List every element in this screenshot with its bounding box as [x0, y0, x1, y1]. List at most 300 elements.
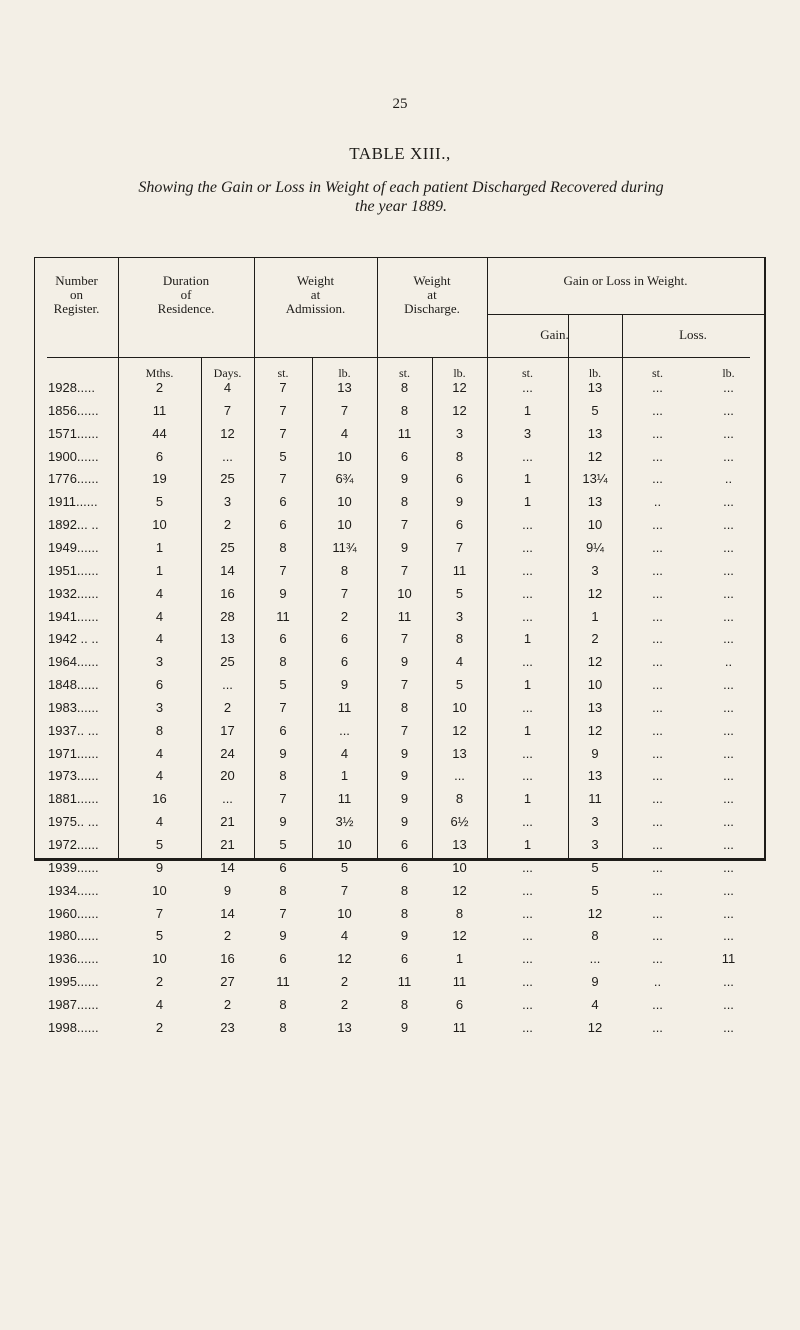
cell-loss-lb: ... — [723, 585, 734, 601]
cell-discharge-lb: 8 — [455, 631, 464, 647]
cell-discharge-st: 9 — [400, 768, 409, 784]
cell-loss-st: ... — [652, 791, 663, 807]
cell-discharge-lb: 5 — [455, 677, 464, 693]
cell-months: 8 — [155, 722, 164, 738]
cell-days: 21 — [220, 837, 235, 852]
cell-days: 4 — [223, 380, 232, 395]
cell-months: 5 — [155, 928, 164, 944]
unit-admission-st: st. — [277, 366, 289, 380]
register-number: 1949...... — [48, 539, 99, 555]
cell-months: 1 — [155, 562, 164, 578]
cell-gain-lb: 9 — [591, 974, 599, 990]
caption-line-1: Showing the Gain or Loss in Weight of each patient Discharged Recovered during — [138, 179, 664, 196]
register-number: 1980...... — [48, 928, 99, 944]
register-number: 1960...... — [48, 905, 99, 921]
cell-discharge-lb: 8 — [455, 905, 464, 921]
cell-admission-lb: 8 — [340, 562, 349, 578]
table-title: TABLE XIII., — [349, 144, 451, 163]
cell-loss-lb: ... — [723, 608, 734, 624]
cell-discharge-lb: 13 — [452, 837, 467, 852]
register-number: 1932...... — [48, 585, 99, 601]
cell-gain-st: ... — [522, 928, 533, 944]
page-number: 25 — [392, 96, 408, 112]
register-number: 1995...... — [48, 974, 99, 990]
cell-discharge-lb: 3 — [455, 425, 464, 441]
cell-admission-lb: 6¾ — [335, 471, 354, 487]
register-number: 1941...... — [48, 608, 99, 624]
cell-days: 7 — [223, 402, 232, 418]
header-rule — [488, 314, 764, 315]
register-number: 1934...... — [48, 882, 99, 898]
cell-gain-st: ... — [522, 1019, 533, 1035]
cell-loss-st: ... — [652, 585, 663, 601]
cell-loss-st: ... — [652, 425, 663, 441]
cell-discharge-lb: 12 — [452, 722, 467, 738]
cell-loss-st: ... — [652, 517, 663, 533]
cell-discharge-st: 8 — [400, 996, 409, 1012]
cell-discharge-st: 7 — [400, 722, 409, 738]
cell-gain-st: 1 — [523, 494, 532, 510]
cell-loss-st: ... — [652, 928, 663, 944]
table-caption — [26, 178, 776, 216]
cell-discharge-lb: 12 — [452, 882, 467, 898]
cell-days: 27 — [220, 974, 235, 990]
cell-gain-st: 1 — [523, 722, 532, 738]
cell-gain-lb: 5 — [591, 859, 599, 875]
cell-gain-lb: 13 — [587, 768, 603, 784]
cell-gain-st: 1 — [523, 837, 532, 852]
cell-discharge-lb: 11 — [452, 1019, 467, 1035]
cell-discharge-lb: 6 — [455, 996, 464, 1012]
cell-months: 3 — [155, 654, 164, 670]
cell-gain-st: 1 — [523, 471, 532, 487]
cell-discharge-st: 9 — [400, 791, 409, 807]
cell-loss-lb: ... — [723, 974, 734, 990]
cell-gain-lb: 9 — [591, 745, 599, 761]
cell-gain-lb: 3 — [591, 837, 599, 852]
cell-admission-st: 8 — [279, 768, 287, 784]
cell-discharge-st: 8 — [400, 494, 409, 510]
cell-loss-st: ... — [652, 471, 663, 487]
cell-admission-lb: 6 — [340, 654, 349, 670]
cell-gain-lb: 12 — [587, 722, 603, 738]
register-number: 1856...... — [48, 402, 99, 418]
cell-discharge-lb: 4 — [455, 654, 464, 670]
cell-admission-lb: 7 — [340, 585, 349, 601]
cell-admission-st: 11 — [276, 608, 290, 624]
cell-gain-lb: 10 — [587, 517, 603, 533]
cell-loss-st: .. — [653, 974, 662, 990]
header-gain-loss: Gain or Loss in Weight. — [563, 273, 688, 288]
cell-months: 2 — [155, 380, 164, 395]
cell-admission-st: 6 — [279, 631, 287, 647]
cell-loss-st: ... — [652, 768, 663, 784]
cell-days: 25 — [220, 654, 235, 670]
cell-discharge-st: 8 — [400, 380, 409, 395]
cell-gain-st: 1 — [523, 677, 532, 693]
unit-gain-st: st. — [521, 366, 533, 380]
register-number: 1951...... — [48, 562, 99, 578]
cell-gain-st: 1 — [523, 631, 532, 647]
cell-gain-lb: 11 — [588, 791, 602, 807]
cell-gain-lb: 13 — [587, 494, 603, 510]
cell-admission-st: 8 — [279, 1019, 287, 1035]
cell-days: 3 — [223, 494, 232, 510]
cell-loss-lb: ... — [723, 448, 734, 464]
register-number: 1937.. ... — [48, 722, 99, 738]
cell-admission-st: 9 — [279, 928, 287, 944]
cell-loss-st: ... — [652, 402, 663, 418]
register-number: 1776...... — [48, 471, 99, 487]
cell-admission-lb: 10 — [337, 905, 352, 921]
cell-gain-lb: 4 — [591, 996, 599, 1012]
cell-gain-lb: 1 — [591, 608, 599, 624]
cell-loss-st: ... — [652, 951, 663, 967]
cell-days: ... — [222, 791, 233, 807]
cell-loss-st: ... — [652, 745, 663, 761]
cell-days: 2 — [223, 517, 232, 533]
cell-gain-lb: ... — [589, 951, 601, 967]
cell-admission-st: 7 — [279, 425, 287, 441]
cell-discharge-st: 10 — [397, 585, 412, 601]
cell-discharge-st: 8 — [400, 882, 409, 898]
cell-months: 2 — [155, 974, 164, 990]
register-number: 1942 .. .. — [48, 631, 99, 647]
unit-months: Mths. — [145, 366, 174, 380]
cell-days: 2 — [223, 928, 232, 944]
cell-discharge-st: 9 — [400, 539, 409, 555]
cell-days: ... — [222, 448, 233, 464]
cell-discharge-st: 6 — [400, 837, 409, 852]
cell-loss-lb: ... — [723, 722, 734, 738]
cell-discharge-st: 11 — [397, 425, 412, 441]
cell-gain-st: 1 — [523, 402, 532, 418]
unit-gain-lb: lb. — [588, 366, 602, 380]
cell-gain-st: ... — [522, 380, 533, 395]
register-number: 1900...... — [48, 448, 99, 464]
cell-gain-st: ... — [522, 699, 533, 715]
cell-discharge-lb: 8 — [455, 791, 464, 807]
register-number: 1972...... — [48, 837, 99, 852]
cell-gain-lb: 3 — [591, 814, 599, 830]
cell-discharge-st: 9 — [400, 745, 409, 761]
cell-admission-lb: 9 — [340, 677, 349, 693]
cell-discharge-lb: 9 — [455, 494, 464, 510]
cell-discharge-st: 11 — [397, 974, 412, 990]
cell-loss-lb: ... — [723, 402, 734, 418]
cell-admission-st: 6 — [279, 722, 287, 738]
cell-admission-lb: 10 — [337, 494, 352, 510]
cell-months: 4 — [155, 768, 164, 784]
cell-loss-st: ... — [652, 631, 663, 647]
cell-loss-lb: ... — [723, 768, 734, 784]
cell-days: 20 — [220, 768, 235, 784]
register-number: 1936...... — [48, 951, 99, 967]
cell-admission-lb: 11 — [337, 699, 352, 715]
cell-gain-st: ... — [522, 951, 533, 967]
cell-loss-st: ... — [652, 882, 663, 898]
cell-admission-lb: 12 — [337, 951, 352, 967]
cell-days: 21 — [220, 814, 235, 830]
cell-admission-lb: 3½ — [335, 814, 354, 830]
cell-months: 10 — [152, 517, 167, 533]
cell-discharge-st: 8 — [400, 905, 409, 921]
cell-discharge-lb: 12 — [452, 380, 467, 395]
cell-days: 17 — [220, 722, 235, 738]
cell-gain-st: ... — [522, 562, 533, 578]
cell-days: 24 — [220, 745, 235, 761]
cell-loss-lb: ... — [723, 996, 734, 1012]
register-number: 1975.. ... — [48, 814, 99, 830]
cell-gain-st: ... — [522, 974, 533, 990]
cell-months: 16 — [152, 791, 167, 807]
cell-discharge-st: 9 — [400, 814, 409, 830]
cell-gain-st: 1 — [523, 791, 532, 807]
cell-discharge-lb: 8 — [455, 448, 464, 464]
cell-gain-lb: 8 — [591, 928, 599, 944]
cell-gain-lb: 3 — [591, 562, 599, 578]
cell-admission-lb: ... — [339, 722, 350, 738]
cell-loss-st: ... — [652, 814, 663, 830]
cell-admission-st: 5 — [279, 448, 287, 464]
header-gain: Gain. — [540, 327, 569, 342]
cell-loss-lb: ... — [723, 882, 734, 898]
cell-months: 5 — [155, 837, 164, 852]
cell-admission-lb: 7 — [340, 402, 349, 418]
cell-discharge-st: 9 — [400, 1019, 409, 1035]
cell-admission-st: 11 — [276, 974, 290, 990]
cell-admission-lb: 11¾ — [332, 539, 357, 555]
cell-admission-st: 7 — [279, 402, 287, 418]
cell-gain-lb: 5 — [591, 882, 599, 898]
register-number: 1848...... — [48, 677, 99, 693]
cell-admission-lb: 13 — [337, 1019, 352, 1035]
cell-admission-lb: 10 — [337, 517, 352, 533]
cell-months: 6 — [155, 448, 164, 464]
cell-loss-lb: ... — [723, 859, 734, 875]
cell-gain-st: ... — [522, 768, 533, 784]
cell-gain-st: ... — [522, 608, 533, 624]
cell-months: 1 — [155, 539, 164, 555]
cell-gain-st: ... — [522, 745, 533, 761]
cell-months: 11 — [152, 402, 167, 418]
cell-admission-st: 5 — [279, 837, 287, 852]
cell-loss-lb: ... — [723, 905, 734, 921]
cell-months: 5 — [155, 494, 164, 510]
cell-discharge-st: 7 — [400, 517, 409, 533]
cell-admission-st: 9 — [279, 814, 287, 830]
cell-days: 14 — [220, 562, 235, 578]
weight-table — [34, 257, 766, 1035]
cell-days: 16 — [220, 951, 235, 967]
cell-admission-st: 7 — [279, 380, 287, 395]
cell-days: 2 — [223, 699, 232, 715]
cell-loss-st: ... — [652, 654, 663, 670]
cell-months: 3 — [155, 699, 164, 715]
cell-loss-lb: ... — [723, 494, 734, 510]
register-number: 1983...... — [48, 699, 99, 715]
cell-loss-lb: 11 — [721, 951, 736, 967]
cell-gain-st: ... — [522, 859, 533, 875]
cell-loss-st: ... — [652, 699, 663, 715]
register-number: 1998...... — [48, 1019, 99, 1035]
cell-loss-lb: ... — [723, 631, 734, 647]
cell-loss-lb: ... — [723, 539, 734, 555]
cell-admission-st: 7 — [279, 791, 287, 807]
cell-loss-lb: .. — [724, 471, 733, 487]
cell-gain-lb: 12 — [587, 585, 603, 601]
cell-admission-lb: 4 — [340, 425, 349, 441]
cell-discharge-lb: 7 — [455, 539, 464, 555]
cell-discharge-lb: ... — [454, 768, 465, 784]
cell-loss-st: ... — [652, 539, 663, 555]
cell-admission-lb: 11 — [337, 791, 352, 807]
cell-admission-lb: 6 — [340, 631, 349, 647]
unit-admission-lb: lb. — [338, 366, 351, 380]
cell-months: 4 — [155, 585, 164, 601]
header-rule — [47, 357, 750, 358]
cell-admission-st: 7 — [279, 905, 287, 921]
cell-loss-lb: ... — [723, 1019, 734, 1035]
cell-gain-lb: 12 — [587, 1019, 603, 1035]
header-admission: Weight at Admission. — [285, 273, 346, 316]
cell-loss-lb: ... — [723, 699, 734, 715]
cell-loss-st: ... — [652, 448, 663, 464]
cell-discharge-lb: 6 — [455, 471, 464, 487]
register-number: 1973...... — [48, 768, 99, 784]
cell-discharge-lb: 12 — [452, 928, 467, 944]
cell-discharge-st: 6 — [400, 859, 409, 875]
cell-gain-st: 3 — [523, 425, 532, 441]
cell-months: 6 — [155, 677, 164, 693]
register-number: 1911...... — [48, 494, 98, 510]
cell-loss-st: .. — [653, 494, 662, 510]
cell-discharge-lb: 6 — [455, 517, 464, 533]
cell-loss-st: ... — [652, 1019, 663, 1035]
cell-months: 19 — [152, 471, 167, 487]
cell-discharge-lb: 3 — [455, 608, 464, 624]
cell-discharge-lb: 11 — [452, 562, 467, 578]
register-number: 1928..... — [48, 380, 95, 395]
cell-discharge-st: 7 — [400, 631, 409, 647]
cell-gain-st: ... — [522, 654, 533, 670]
unit-loss-st: st. — [651, 366, 663, 380]
cell-loss-st: ... — [652, 380, 663, 395]
cell-admission-lb: 7 — [340, 882, 349, 898]
cell-discharge-st: 7 — [400, 562, 409, 578]
register-number: 1987...... — [48, 996, 99, 1012]
cell-months: 7 — [155, 905, 164, 921]
cell-months: 4 — [155, 631, 164, 647]
cell-admission-st: 7 — [279, 471, 287, 487]
cell-gain-st: ... — [522, 585, 533, 601]
cell-discharge-st: 8 — [400, 699, 409, 715]
cell-months: 4 — [155, 745, 164, 761]
cell-admission-st: 6 — [279, 951, 287, 967]
cell-gain-lb: 13 — [587, 699, 603, 715]
cell-loss-st: ... — [652, 608, 663, 624]
cell-gain-lb: 9¼ — [585, 539, 605, 555]
cell-gain-lb: 5 — [591, 402, 599, 418]
register-number: 1939...... — [48, 859, 99, 875]
cell-discharge-st: 9 — [400, 928, 409, 944]
cell-months: 9 — [155, 859, 164, 875]
cell-loss-lb: ... — [723, 517, 734, 533]
cell-discharge-lb: 10 — [452, 699, 467, 715]
cell-days: 16 — [220, 585, 235, 601]
cell-loss-st: ... — [652, 905, 663, 921]
cell-discharge-st: 6 — [400, 951, 409, 967]
cell-gain-st: ... — [522, 448, 533, 464]
cell-admission-st: 6 — [279, 494, 287, 510]
cell-loss-st: ... — [652, 837, 663, 852]
register-number: 1964...... — [48, 654, 99, 670]
cell-days: 25 — [220, 539, 235, 555]
cell-gain-lb: 13 — [587, 380, 603, 395]
register-number: 1571...... — [48, 425, 99, 441]
cell-admission-st: 7 — [279, 562, 287, 578]
unit-loss-lb: lb. — [722, 366, 735, 380]
cell-loss-st: ... — [652, 677, 663, 693]
cell-months: 10 — [152, 951, 167, 967]
cell-discharge-lb: 11 — [452, 974, 467, 990]
cell-admission-lb: 10 — [337, 837, 352, 852]
cell-discharge-st: 11 — [397, 608, 412, 624]
cell-loss-lb: ... — [723, 928, 734, 944]
cell-admission-st: 6 — [279, 859, 287, 875]
cell-loss-st: ... — [652, 562, 663, 578]
cell-admission-st: 5 — [279, 677, 287, 693]
register-number: 1881...... — [48, 791, 99, 807]
cell-discharge-lb: 10 — [452, 859, 467, 875]
register-number: 1971...... — [48, 745, 99, 761]
cell-gain-lb: 12 — [587, 654, 603, 670]
cell-loss-st: ... — [652, 859, 663, 875]
cell-admission-lb: 2 — [340, 974, 349, 990]
cell-days: 9 — [223, 882, 232, 898]
header-duration: Duration of Residence. — [157, 273, 215, 316]
cell-discharge-st: 6 — [400, 448, 409, 464]
cell-admission-st: 9 — [279, 745, 287, 761]
unit-discharge-lb: lb. — [453, 366, 466, 380]
register-number: 1892... .. — [48, 517, 99, 533]
cell-discharge-st: 9 — [400, 471, 409, 487]
cell-admission-st: 8 — [279, 654, 287, 670]
cell-gain-st: ... — [522, 996, 533, 1012]
cell-admission-st: 9 — [279, 585, 287, 601]
cell-discharge-lb: 12 — [452, 402, 467, 418]
cell-admission-st: 7 — [279, 699, 287, 715]
caption-line-2: the year 1889. — [355, 198, 447, 215]
cell-days: 13 — [220, 631, 235, 647]
cell-admission-st: 6 — [279, 517, 287, 533]
cell-discharge-lb: 13 — [452, 745, 467, 761]
cell-months: 2 — [155, 1019, 164, 1035]
cell-days: 12 — [220, 425, 235, 441]
cell-days: 2 — [223, 996, 232, 1012]
cell-gain-lb: 13¼ — [582, 471, 608, 487]
cell-admission-lb: 4 — [340, 745, 349, 761]
cell-admission-lb: 5 — [340, 859, 349, 875]
cell-loss-lb: ... — [723, 380, 734, 395]
cell-days: 14 — [220, 905, 235, 921]
cell-loss-lb: ... — [723, 425, 734, 441]
cell-discharge-lb: 5 — [455, 585, 464, 601]
cell-days: ... — [222, 677, 233, 693]
cell-loss-lb: ... — [723, 814, 734, 830]
cell-months: 4 — [155, 996, 164, 1012]
cell-days: 28 — [220, 608, 235, 624]
